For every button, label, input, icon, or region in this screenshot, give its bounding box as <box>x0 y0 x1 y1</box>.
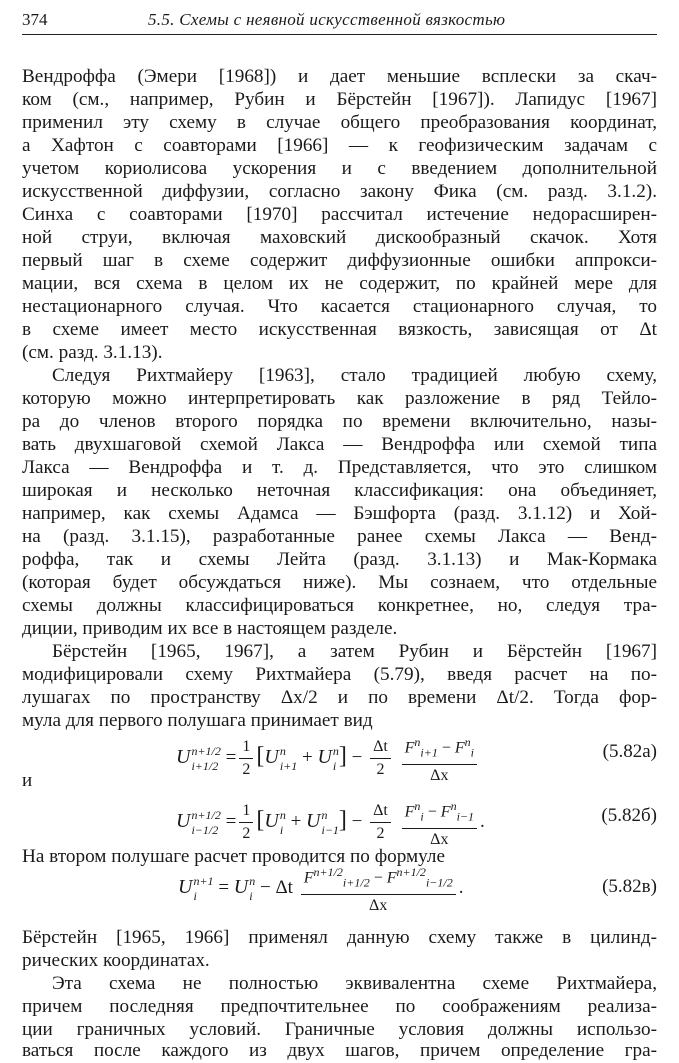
text-line: учетом кориолисова ускорения и с введением дополнительной <box>22 158 657 179</box>
text-line: ции граничных условий. Граничные условия должны использо- <box>22 1019 657 1040</box>
equation-number: (5.82а) <box>602 741 657 762</box>
text-line: причем последняя предпочтительнее по соображениям реализа- <box>22 996 657 1017</box>
text-line: (которая будет обсуждаться ниже). Мы сознаем, что отдельные <box>22 572 657 593</box>
text-line: Следуя Рихтмайеру [1963], стало традицией любую схему, <box>52 365 657 386</box>
page-number: 374 <box>22 10 48 29</box>
equation-5-82a: U n+1/2 i+1/2 = $\frac{1}{2}$ [U n i+1 + U n i ] − $\frac{\Delta t}{2}$ $\frac{F^n_{i+1} - F^n_i}{\Delta x}$ <box>176 732 480 786</box>
text-line: первый шаг в схеме содержит диффузионные ошибки аппрокси- <box>22 250 657 271</box>
running-title: 5.5. Схемы с неявной искусственной вязкостью <box>148 10 506 29</box>
text-line: которую можно интерпретировать как разложение в ряд Тейло- <box>22 388 657 409</box>
equation-5-82b: U n+1/2 i−1/2 = $\frac{1}{2}$ [U n i + U n i−1 ] − $\frac{\Delta t}{2}$ $\frac{F^n_i - F^n_{i-1}}{\Delta x}$ . <box>176 796 485 850</box>
text-line: вать двухшаговой схемой Лакса — Вендроффа или схемой типа <box>22 434 657 455</box>
text-line: Эта схема не полностью эквивалентна схеме Рихтмайера, <box>52 973 657 994</box>
text-line: а Хафтон с соавторами [1966] — к геофизическим задачам с <box>22 135 657 156</box>
equation-5-82c: U n+1 i = U n i − Δt $\frac{F^{n+1/2}_{i+1/2} - F^{n+1/2}_{i-1/2}}{\Delta x}$ . <box>178 862 463 916</box>
text-line: ваться после каждого из двух шагов, причем определение гра- <box>22 1040 657 1061</box>
text-line: нестационарного случая. Что касается стационарного случая, то <box>22 296 657 317</box>
text-line: Бёрстейн [1965, 1967], а затем Рубин и Бёрстейн [1967] <box>52 641 657 662</box>
text-line: на (разд. 3.1.15), разработанные ранее схемы Лакса — Венд- <box>22 526 657 547</box>
text-line: На втором полушаге расчет проводится по формуле <box>22 846 446 867</box>
text-line: Бёрстейн [1965, 1966] применял данную схему также в цилинд- <box>22 927 657 948</box>
text-line: искусственной диффузии, согласно закону Фика (см. разд. 3.1.2). <box>22 181 657 202</box>
text-line: широкая и несколько неточная классификация: она объединяет, <box>22 480 657 501</box>
text-line: Синха с соавторами [1970] рассчитал истечение недорасширен- <box>22 204 657 225</box>
text-line: лушагах по пространству Δx/2 и по времени Δt/2. Тогда фор- <box>22 687 657 708</box>
text-line: мула для первого полушага принимает вид <box>22 710 373 731</box>
text-line: ной струи, включая маховский дискообразный скачок. Хотя <box>22 227 657 248</box>
text-line: Лакса — Вендроффа и т. д. Представляется, что это слишком <box>22 457 657 478</box>
text-line: мации, вся схема в целом их не содержит, по крайней мере для <box>22 273 657 294</box>
header-rule <box>22 34 657 35</box>
text-line: модифицировали схему Рихтмайера (5.79), введя расчет на по- <box>22 664 657 685</box>
equation-number: (5.82б) <box>601 805 657 826</box>
text-line: например, как схемы Адамса — Бэшфорта (разд. 3.1.12) и Хой- <box>22 503 657 524</box>
text-line: Вендроффа (Эмери [1968]) и дает меньшие всплески за скач- <box>22 66 657 87</box>
equation-number: (5.82в) <box>602 876 657 897</box>
text-line: ком (см., например, Рубин и Бёрстейн [1967]). Лапидус [1967] <box>22 89 657 110</box>
text-line: диции, приводим их все в настоящем разделе. <box>22 618 398 639</box>
text-line: роффа, так и схемы Лейта (разд. 3.1.13) и Мак-Кормака <box>22 549 657 570</box>
text-line: рических координатах. <box>22 950 210 971</box>
text-line: применил эту схему в случае общего преобразования координат, <box>22 112 657 133</box>
text-line: в схеме имеет место искусственная вязкость, зависящая от Δt <box>22 319 657 340</box>
conjunction-and: и <box>22 770 33 791</box>
page-header <box>22 8 657 34</box>
text-line: ра до членов второго порядка по времени включительно, назы- <box>22 411 657 432</box>
text-line: схемы должны классифицироваться конкретнее, но, следуя тра- <box>22 595 657 616</box>
text-line: (см. разд. 3.1.13). <box>22 342 163 363</box>
